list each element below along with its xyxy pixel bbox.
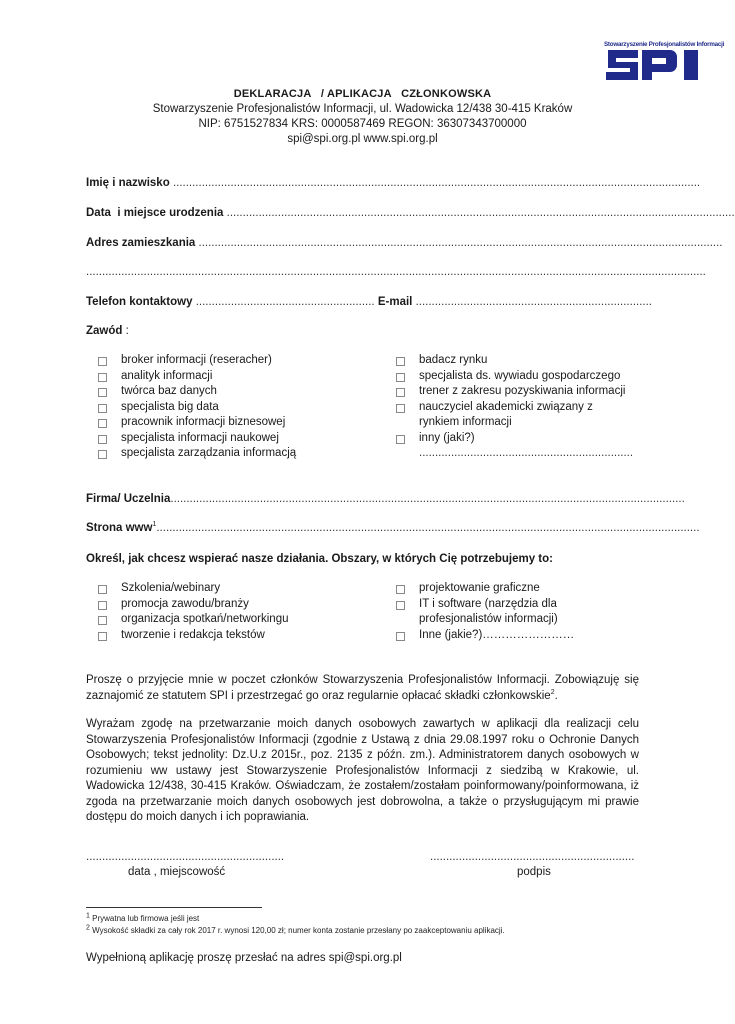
profession-list-left [98, 353, 378, 462]
checkbox-icon[interactable] [98, 357, 107, 366]
profession-option[interactable]: nauczyciel akademicki związany z rynkiem informacji [396, 400, 636, 431]
checkbox-icon[interactable] [396, 404, 405, 413]
checkbox-icon[interactable] [396, 601, 405, 610]
profession-option[interactable]: specjalista informacji naukowej [98, 431, 378, 447]
checkbox-icon[interactable] [396, 585, 405, 594]
profession-other-input[interactable]: ................................................................... [419, 447, 634, 459]
birth-label: Data i miejsce urodzenia [86, 207, 224, 219]
company-field[interactable]: Firma/ Uczelnia................................................................................................................................................................. [86, 493, 685, 505]
membership-request-paragraph: Proszę o przyjęcie mnie w poczet członków Stowarzyszenia Profesjonalistów Informacji. Zobowiązuję się zaznajomić ze statutem SPI i przestrzegać go oraz regularnie opłacać składki członkowskie$^2$. [86, 674, 639, 702]
profession-option[interactable]: analityk informacji [98, 369, 378, 385]
footnote-1: $^1$ Prywatna lub firmowa jeśli jest [86, 912, 200, 923]
address-continuation-field[interactable]: .................................................................................................................................................................................................. [86, 266, 706, 278]
checkbox-icon[interactable] [98, 585, 107, 594]
area-option[interactable]: tworzenie i redakcja tekstów [98, 628, 378, 644]
logo-org-text: Stowarzyszenie Profesjonalistów Informacji [604, 41, 725, 48]
profession-list-right [396, 353, 636, 462]
checkbox-icon[interactable] [98, 419, 107, 428]
phone-label: Telefon kontaktowy [86, 296, 193, 308]
areas-list-left [98, 581, 378, 643]
checkbox-icon[interactable] [396, 435, 405, 444]
contact-field[interactable] [86, 296, 652, 308]
profession-option[interactable]: trener z zakresu pozyskiwania informacji [396, 384, 636, 400]
checkbox-icon[interactable] [396, 388, 405, 397]
header-ids: NIP: 6751527834 KRS: 0000587469 REGON: 36307343700000 [198, 118, 527, 130]
date-place-label: data , miejscowość [128, 866, 226, 878]
checkbox-icon[interactable] [98, 404, 107, 413]
area-option[interactable]: IT i software (narzędzia dla profesjonalistów informacji) [396, 597, 641, 628]
profession-option[interactable]: specjalista zarządzania informacją [98, 446, 378, 462]
profession-option[interactable]: inny (jaki?) [396, 431, 636, 447]
profession-option[interactable]: specjalista ds. wywiadu gospodarczego [396, 369, 636, 385]
website-label: Strona www [86, 522, 153, 534]
spi-logo [604, 28, 725, 84]
header-address: Stowarzyszenie Profesjonalistów Informacji, ul. Wadowicka 12/438 30-415 Kraków [152, 103, 573, 115]
spi-logo-mark [604, 28, 725, 84]
footnote-ref-2: 2 [550, 688, 555, 696]
checkbox-icon[interactable] [98, 373, 107, 382]
checkbox-icon[interactable] [98, 616, 107, 625]
checkbox-icon[interactable] [396, 632, 405, 641]
area-option[interactable]: organizacja spotkań/networkingu [98, 612, 378, 628]
checkbox-icon[interactable] [98, 601, 107, 610]
birth-field[interactable]: Data i miejsce urodzenia ............................................................................................................................................................... [86, 207, 735, 219]
profession-label: Zawód [86, 325, 123, 337]
data-consent-paragraph: Wyrażam zgodę na przetwarzanie moich danych osobowych zawartych w aplikacji dla realizacji celu Stowarzyszenia Profesjonalistów Informacji (zgodnie z Ustawą z dnia 29.08.1997 roku o Ochronie Danych Osobowych; tekst jednolity: Dz.U.z 2015r., poz. 2135 z późn. zm.). Administratorem danych osobowych w rozumieniu ww ustawy jest Stowarzyszenie Profesjonalistów Informacji z siedzibą w Krakowie, ul. Wadowicka 12/438, 30-415 Kraków. Oświadczam, że zostałem/zostałam poinformowany/poinformowana, iż zgoda na przetwarzanie moich danych osobowych jest dobrowolna, a także o przysługującym mi prawie dostępu do moich danych i ich poprawiania. [86, 718, 639, 823]
document-title: DEKLARACJA / APLIKACJA CZŁONKOWSKA [233, 88, 492, 100]
areas-list-right [396, 581, 641, 643]
footnote-divider [86, 907, 262, 908]
checkbox-icon[interactable] [98, 632, 107, 641]
checkbox-icon[interactable] [98, 388, 107, 397]
signature-line[interactable]: ................................................................ [430, 851, 635, 863]
profession-option[interactable]: pracownik informacji biznesowej [98, 415, 378, 431]
signature-label: podpis [517, 866, 551, 878]
profession-option[interactable]: broker informacji (reseracher) [98, 353, 378, 369]
name-label: Imię i nazwisko [86, 177, 170, 189]
profession-option[interactable]: twórca baz danych [98, 384, 378, 400]
company-label: Firma/ Uczelnia [86, 493, 171, 505]
area-option[interactable]: Inne (jakie?)…………………… [396, 628, 641, 644]
checkbox-icon[interactable] [396, 373, 405, 382]
closing-instruction: Wypełnioną aplikację proszę przesłać na adres spi@spi.org.pl [86, 952, 402, 964]
profession-option[interactable]: specjalista big data [98, 400, 378, 416]
date-place-line[interactable]: .............................................................. [86, 851, 285, 863]
area-option[interactable]: promocja zawodu/branży [98, 597, 378, 613]
footnote-ref-1: 1 [152, 521, 157, 529]
name-field[interactable]: Imię i nazwisko ..................................................................................................................................................................... [86, 177, 701, 189]
checkbox-icon[interactable] [98, 450, 107, 459]
profession-option[interactable]: badacz rynku [396, 353, 636, 369]
address-label: Adres zamieszkania [86, 237, 196, 249]
email-label: E-mail [377, 296, 413, 308]
website-field[interactable]: Strona www$^1$.......................................................................................................................................................................... [86, 521, 700, 534]
profession-colon: : [122, 325, 129, 337]
footnote-2: $^2$ Wysokość składki za cały rok 2017 r. wynosi 120,00 zł; numer konta zostanie przesłany po zaakceptowaniu aplikacji. [86, 924, 505, 935]
phone-dots[interactable]: ........................................................ [195, 296, 375, 308]
checkbox-icon[interactable] [396, 357, 405, 366]
support-question: Określ, jak chcesz wspierać nasze działania. Obszary, w których Cię potrzebujemy to: [86, 553, 553, 565]
area-option[interactable]: projektowanie graficzne [396, 581, 641, 597]
email-dots[interactable]: .......................................................................... [415, 296, 652, 308]
area-option[interactable]: Szkolenia/webinary [98, 581, 378, 597]
address-field[interactable]: Adres zamieszkania .................................................................................................................................................................... [86, 237, 723, 249]
checkbox-icon[interactable] [98, 435, 107, 444]
header-contact: spi@spi.org.pl www.spi.org.pl [287, 133, 438, 145]
profession-heading [86, 325, 634, 337]
